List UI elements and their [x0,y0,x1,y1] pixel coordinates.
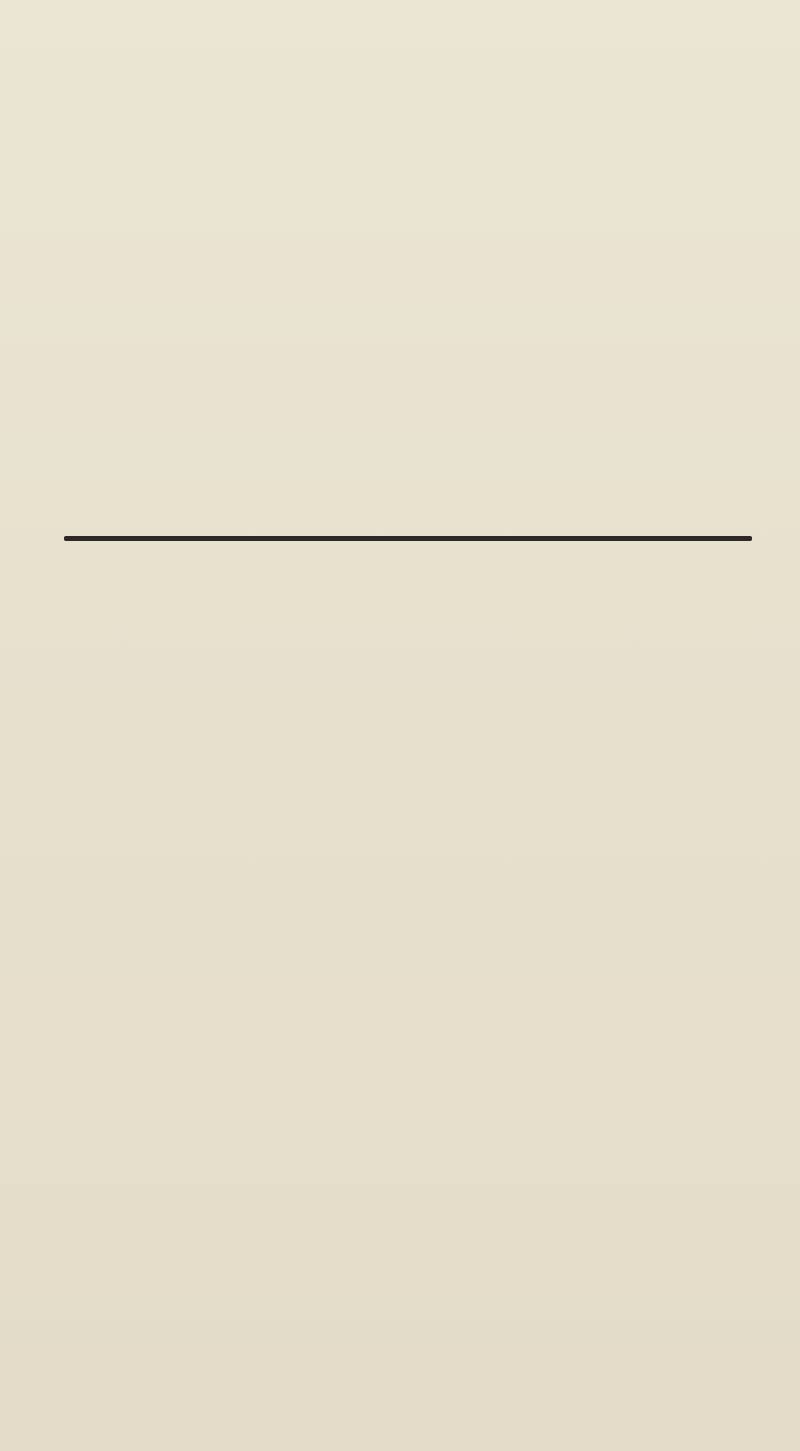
page-header [0,12,800,72]
section-rule [64,536,752,541]
page-footer [0,1398,800,1442]
